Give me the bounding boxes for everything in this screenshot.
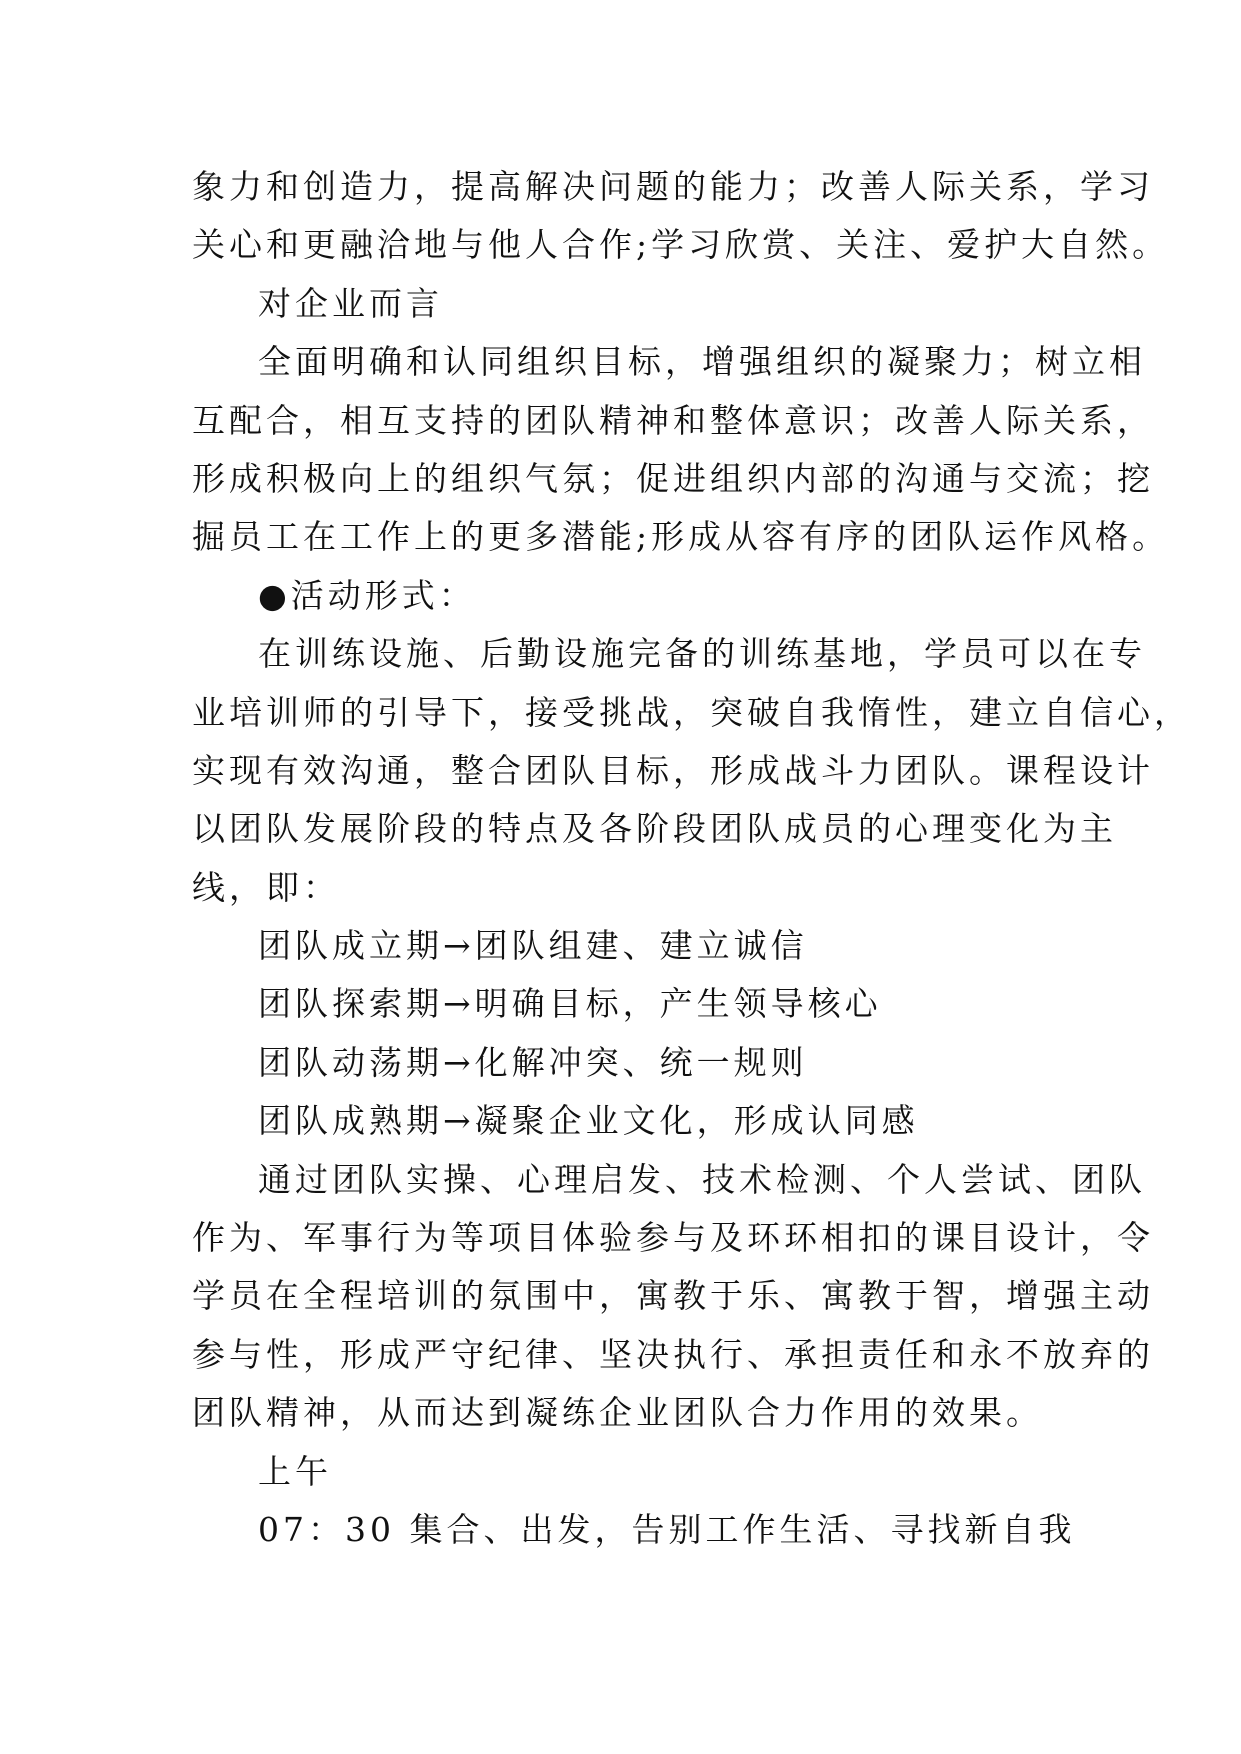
section-heading: 对企业而言	[258, 283, 443, 323]
schedule-heading: 上午	[258, 1451, 332, 1491]
phase-item: 团队成熟期→凝聚企业文化，形成认同感	[258, 1101, 919, 1141]
text-line: 学员在全程培训的氛围中，寓教于乐、寓教于智，增强主动	[192, 1276, 1154, 1316]
phase-item: 团队动荡期→化解冲突、统一规则	[258, 1042, 808, 1082]
text-line: 业培训师的引导下，接受挑战，突破自我惰性，建立自信心，	[192, 692, 1191, 732]
text-line: 象力和创造力，提高解决问题的能力；改善人际关系，学习	[192, 167, 1154, 206]
text-line: 掘员工在工作上的更多潜能;形成从容有序的团队运作风格。	[192, 517, 1170, 557]
text-line: 实现有效沟通，整合团队目标，形成战斗力团队。课程设计	[192, 750, 1154, 790]
text-line: 团队精神，从而达到凝练企业团队合力作用的效果。	[192, 1393, 1043, 1433]
paragraph-start: 在训练设施、后勤设施完备的训练基地，学员可以在专	[258, 634, 1146, 674]
text-line: 以团队发展阶段的特点及各阶段团队成员的心理变化为主	[192, 809, 1117, 849]
bullet-heading: ●活动形式：	[258, 575, 476, 615]
document-body	[192, 158, 1191, 1559]
text-line: 形成积极向上的组织气氛；促进组织内部的沟通与交流；挖	[192, 458, 1154, 498]
schedule-item: 07：30 集合、出发，告别工作生活、寻找新自我	[258, 1509, 1076, 1549]
phase-item: 团队成立期→团队组建、建立诚信	[258, 926, 808, 966]
text-line: 线，即：	[192, 867, 340, 907]
paragraph-start: 通过团队实操、心理启发、技术检测、个人尝试、团队	[258, 1159, 1146, 1199]
text-line: 关心和更融洽地与他人合作;学习欣赏、关注、爱护大自然。	[192, 225, 1170, 265]
text-line: 互配合，相互支持的团队精神和整体意识；改善人际关系，	[192, 400, 1154, 440]
paragraph-start: 全面明确和认同组织目标，增强组织的凝聚力；树立相	[258, 342, 1146, 382]
phase-item: 团队探索期→明确目标，产生领导核心	[258, 984, 882, 1024]
text-line: 作为、军事行为等项目体验参与及环环相扣的课目设计，令	[192, 1218, 1154, 1258]
text-line: 参与性，形成严守纪律、坚决执行、承担责任和永不放弃的	[192, 1334, 1154, 1374]
